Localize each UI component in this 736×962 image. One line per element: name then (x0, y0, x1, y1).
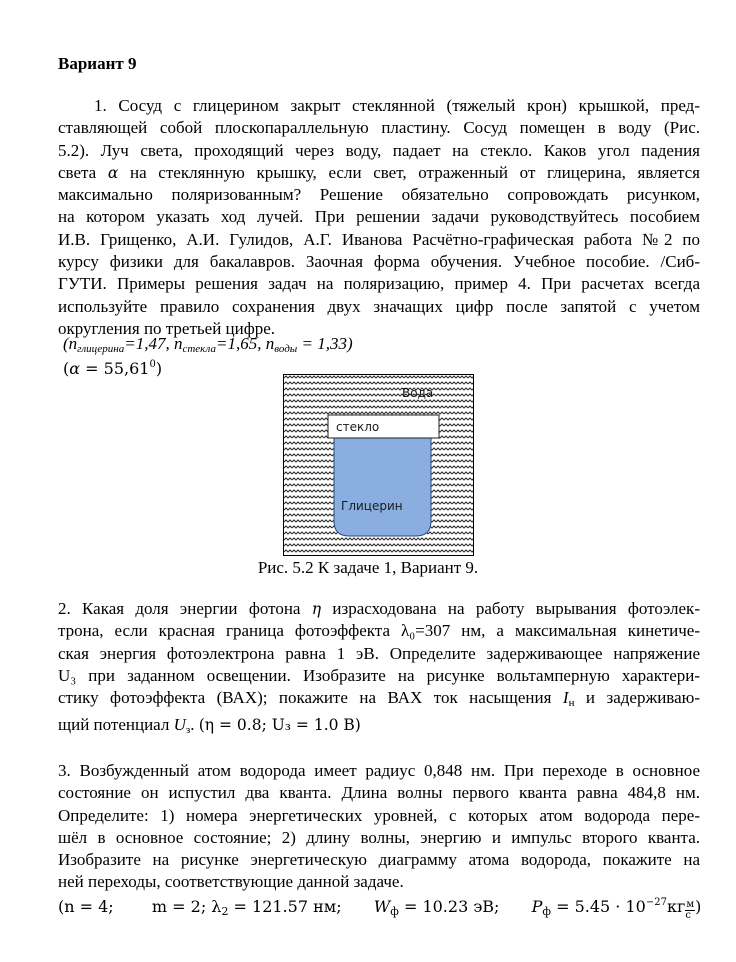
problem-2-answer: (η = 0.8; U₃ = 1.0 В) (198, 716, 361, 735)
problem-1-text (58, 95, 700, 340)
text-line (58, 162, 700, 184)
answer-momentum: = 5.45 · 10 (551, 897, 646, 916)
glycerin-label: Глицерин (341, 499, 403, 513)
text-line (58, 598, 700, 620)
alpha-symbol: α (69, 359, 81, 378)
subscript-water: воды (274, 343, 298, 355)
text-line: 3. Возбужденный атом водорода имеет радиус 0,848 нм. При переходе в основное (58, 761, 700, 780)
text-line: округления по третьей цифре. (58, 318, 276, 338)
figure-drawing (284, 375, 474, 556)
text-line (58, 714, 700, 741)
text-line: на котором указать ход лучей. При решении задачи руководствуйтесь пособием (58, 207, 700, 227)
text-line: U₃ при заданном освещении. Изобразите на рисунке вольтамперную характери- (58, 665, 700, 685)
answer-alpha: $(\alpha = 55,61^0)$ (63, 359, 163, 378)
variant-heading: Вариант 9 (58, 54, 137, 73)
current-symbol: I (562, 688, 569, 708)
answer-lambda: = 121.57 нм; (228, 897, 342, 916)
unit-fraction (685, 900, 695, 921)
alpha-symbol: α (107, 163, 119, 182)
current-subscript: н (568, 697, 575, 710)
text-fragment: израсходована на работу вырывания фотоэлек- (321, 599, 700, 618)
energy-symbol: W (373, 897, 391, 916)
text-line: ней переходы, соответствующие данной задаче. (58, 872, 404, 892)
answer-m-lambda: m = 2; λ (151, 897, 222, 916)
text-line: 5.2). Луч света, проходящий через воду, падает на стекло. Каков угол падения (58, 140, 700, 160)
text-line: ставляющей собой плоскопараллельную пластину. Сосуд помещен в воду (Рис. (58, 118, 700, 138)
voltage-subscript: з (185, 724, 191, 737)
water-label: Вода (402, 386, 434, 400)
text-line: 1. Сосуд с глицерином закрыт стеклянной (тяжелый крон) крышкой, пред- (94, 96, 700, 115)
glycerin-vessel (334, 437, 431, 536)
text-line: трона, если красная граница фотоэффекта λ₀=307 нм, а максимальная кинетиче- (58, 621, 700, 641)
figure-vessel-in-water (283, 374, 474, 556)
text-line: состояние он испустил два кванта. Длина волны первого кванта равна 484,8 нм. (58, 783, 700, 803)
text-line: Изобразите на рисунке энергетическую диаграмму атома водорода, покажите на (58, 850, 700, 870)
closing-paren: ) (695, 897, 702, 916)
momentum-unit: кг (666, 897, 686, 916)
answer-energy: = 10.23 эВ; (398, 897, 500, 916)
value-glycerin: =1,47, (124, 334, 174, 353)
value-glass: =1,65, (215, 334, 266, 353)
answer-n: (n = 4; (58, 897, 114, 916)
problem-2-text (58, 598, 700, 742)
energy-subscript: ф (390, 905, 399, 918)
problem-3-answer (58, 892, 700, 923)
text-fragment: на стеклянную крышку, если свет, отраженный от глицерина, является (118, 162, 701, 182)
value-water: = 1,33 (297, 334, 347, 353)
momentum-symbol: P (531, 897, 543, 916)
text-line: ская энергия фотоэлектрона равна 1 эВ. Определите задерживающее напряжение (58, 643, 700, 663)
lambda-subscript: 2 (221, 905, 229, 918)
subscript-glycerin: глицерина (77, 343, 125, 355)
problem-3-text (58, 760, 700, 894)
text-line: максимально поляризованным? Решение обязательно сопровождать рисунком, (58, 185, 700, 205)
text-fragment: . (190, 715, 199, 735)
eta-symbol: η (311, 600, 322, 618)
text-fragment: стику фотоэффекта (ВАХ); покажите на ВАХ ток насыщения (58, 688, 563, 708)
voltage-symbol: U (173, 715, 186, 735)
text-line: И.В. Грищенко, А.И. Гулидов, А.Г. Иванова Расчётно-графическая работа №2 по (58, 229, 700, 249)
momentum-subscript: ф (542, 905, 552, 918)
text-fragment: щий потенциал (58, 715, 174, 735)
given-values: ($n_{глицерина}=1,47$, $n_{стекла}=1,65$, $n_{воды} = 1,33$) (63, 334, 353, 355)
text-line: Определите: 1) номера энергетических уровней, с которых атом водорода пере- (58, 805, 700, 825)
degree-superscript: 0 (149, 359, 156, 370)
answer-line (58, 897, 702, 921)
fraction-numerator: м (686, 899, 695, 910)
text-line: курсу физики для бакалавров. Заочная форма обучения. Учебное пособие. /Сиб- (58, 252, 700, 272)
text-fragment: 2. Какая доля энергии фотона (58, 599, 312, 618)
text-fragment: и задерживаю- (574, 688, 700, 708)
answer-value: = 55,61 (80, 359, 150, 378)
figure-caption: Рис. 5.2 К задаче 1, Вариант 9. (257, 558, 479, 577)
fraction-denominator: с (685, 910, 691, 921)
glass-label: стекло (336, 420, 380, 434)
momentum-exponent: −27 (645, 897, 667, 908)
text-line: используйте правило сохранения двух значащих цифр после запятой с учетом (58, 296, 700, 316)
subscript-glass: стекла (182, 343, 216, 355)
text-line: шёл в основное состояние; 2) длину волны, энергию и импульс второго кванта. (58, 827, 700, 847)
text-line: ГУТИ. Примеры решения задач на поляризацию, пример 4. При расчетах всегда (58, 274, 700, 294)
text-fragment: света (58, 162, 108, 182)
text-line (58, 687, 700, 714)
